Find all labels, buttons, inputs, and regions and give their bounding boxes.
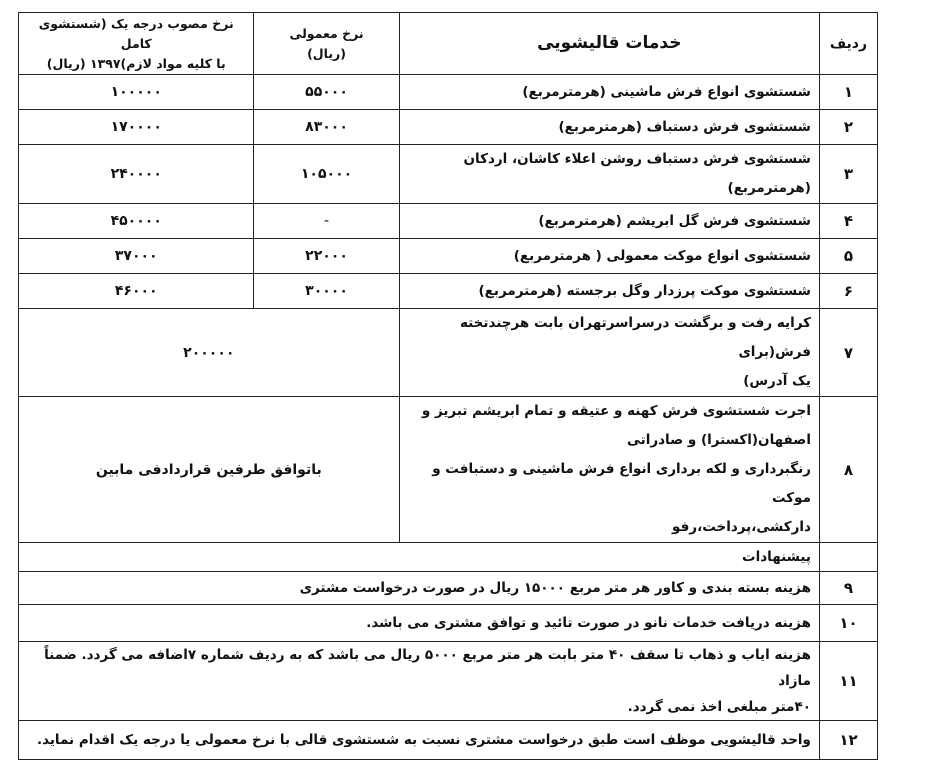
service-line: یک آدرس)	[743, 373, 811, 389]
suggestion-row	[19, 605, 878, 642]
suggestion-text: هزینه بسته بندی و کاور هر متر مربع ۱۵۰۰۰ ریال در صورت درخواست مشتری	[19, 572, 820, 605]
row-number: ۵	[819, 239, 877, 274]
service-name: شستشوی موکت پرزدار وگل برجسته (هرمترمربع)	[399, 274, 819, 309]
suggestion-line: هزینه ایاب و ذهاب تا سقف ۴۰ متر بابت هر متر مربع ۵۰۰۰ ریال می باشد که به ردیف شماره ۷اضافه می گردد. ضمناً مازاد	[44, 647, 811, 689]
service-name: شستشوی فرش دستباف روشن اعلاء کاشان، اردکان (هرمترمربع)	[399, 145, 819, 204]
regular-rate: ۵۵۰۰۰	[254, 75, 399, 110]
suggestions-label: پیشنهادات	[19, 543, 820, 572]
regular-rate: ۸۳۰۰۰	[254, 110, 399, 145]
service-name: شستشوی فرش گل ابریشم (هرمترمربع)	[399, 204, 819, 239]
header-regular-rate-line2: (ریال)	[307, 45, 346, 61]
suggestion-row	[19, 721, 878, 760]
service-line: اصفهان(اکسترا) و صادراتی	[627, 432, 811, 448]
approved-rate: ۳۷۰۰۰	[19, 239, 254, 274]
header-regular-rate-line1: نرخ معمولی	[289, 25, 364, 41]
suggestion-text	[19, 642, 820, 721]
approved-rate: ۴۵۰۰۰۰	[19, 204, 254, 239]
merged-rate: باتوافق طرفین قراردادفی مابین	[19, 397, 400, 543]
table-row	[19, 145, 878, 204]
regular-rate: ۳۰۰۰۰	[254, 274, 399, 309]
header-service: خدمات قالیشویی	[399, 13, 819, 75]
row-number: ۱۰	[819, 605, 877, 642]
price-list	[18, 12, 878, 760]
service-line: دارکشی،پرداخت،رفو	[672, 519, 811, 535]
header-regular-rate	[254, 13, 399, 75]
empty-cell	[819, 543, 877, 572]
row-number: ۹	[819, 572, 877, 605]
service-name: شستشوی انواع فرش ماشینی (هرمترمربع)	[399, 75, 819, 110]
price-table	[18, 12, 878, 760]
service-line: کرایه رفت و برگشت درسراسرتهران بابت هرچندتخته فرش(برای	[459, 315, 811, 360]
table-row	[19, 204, 878, 239]
service-name: شستشوی فرش دستباف (هرمترمربع)	[399, 110, 819, 145]
service-name	[399, 397, 819, 543]
table-row	[19, 397, 878, 543]
service-line: اجرت شستشوی فرش کهنه و عتیقه و تمام ابریشم تبریز و	[421, 403, 811, 419]
suggestion-line: ۴۰متر مبلغی اخذ نمی گردد.	[627, 699, 811, 715]
header-approved-rate-line1: نرخ مصوب درجه یک (شستشوی کامل	[38, 15, 234, 51]
service-name	[399, 309, 819, 397]
suggestions-header-row	[19, 543, 878, 572]
table-row	[19, 239, 878, 274]
approved-rate: ۱۷۰۰۰۰	[19, 110, 254, 145]
table-row	[19, 274, 878, 309]
approved-rate: ۴۶۰۰۰	[19, 274, 254, 309]
row-number: ۷	[819, 309, 877, 397]
header-row-number: ردیف	[819, 13, 877, 75]
row-number: ۴	[819, 204, 877, 239]
row-number: ۸	[819, 397, 877, 543]
service-name: شستشوی انواع موکت معمولی ( هرمترمربع)	[399, 239, 819, 274]
regular-rate: ۱۰۵۰۰۰	[254, 145, 399, 204]
row-number: ۲	[819, 110, 877, 145]
regular-rate: ۲۲۰۰۰	[254, 239, 399, 274]
row-number: ۱۱	[819, 642, 877, 721]
row-number: ۱۲	[819, 721, 877, 760]
suggestion-row	[19, 642, 878, 721]
table-row	[19, 110, 878, 145]
row-number: ۶	[819, 274, 877, 309]
header-approved-rate-line2: با کلیه مواد لازم)۱۳۹۷ (ریال)	[46, 55, 226, 71]
header-approved-rate	[19, 13, 254, 75]
suggestion-text: هزینه دریافت خدمات نانو در صورت تائید و توافق مشتری می باشد.	[19, 605, 820, 642]
table-header-row	[19, 13, 878, 75]
table-row	[19, 309, 878, 397]
approved-rate: ۱۰۰۰۰۰	[19, 75, 254, 110]
suggestion-text: واحد قالیشویی موظف است طبق درخواست مشتری نسبت به شستشوی قالی با نرخ معمولی یا درجه یک اقدام نماید.	[19, 721, 820, 760]
regular-rate: -	[254, 204, 399, 239]
row-number: ۱	[819, 75, 877, 110]
approved-rate: ۲۴۰۰۰۰	[19, 145, 254, 204]
row-number: ۳	[819, 145, 877, 204]
service-line: رنگبرداری و لکه برداری انواع فرش ماشینی و دستبافت و موکت	[432, 461, 811, 506]
suggestion-row	[19, 572, 878, 605]
merged-rate: ۲۰۰۰۰۰	[19, 309, 400, 397]
table-row	[19, 75, 878, 110]
